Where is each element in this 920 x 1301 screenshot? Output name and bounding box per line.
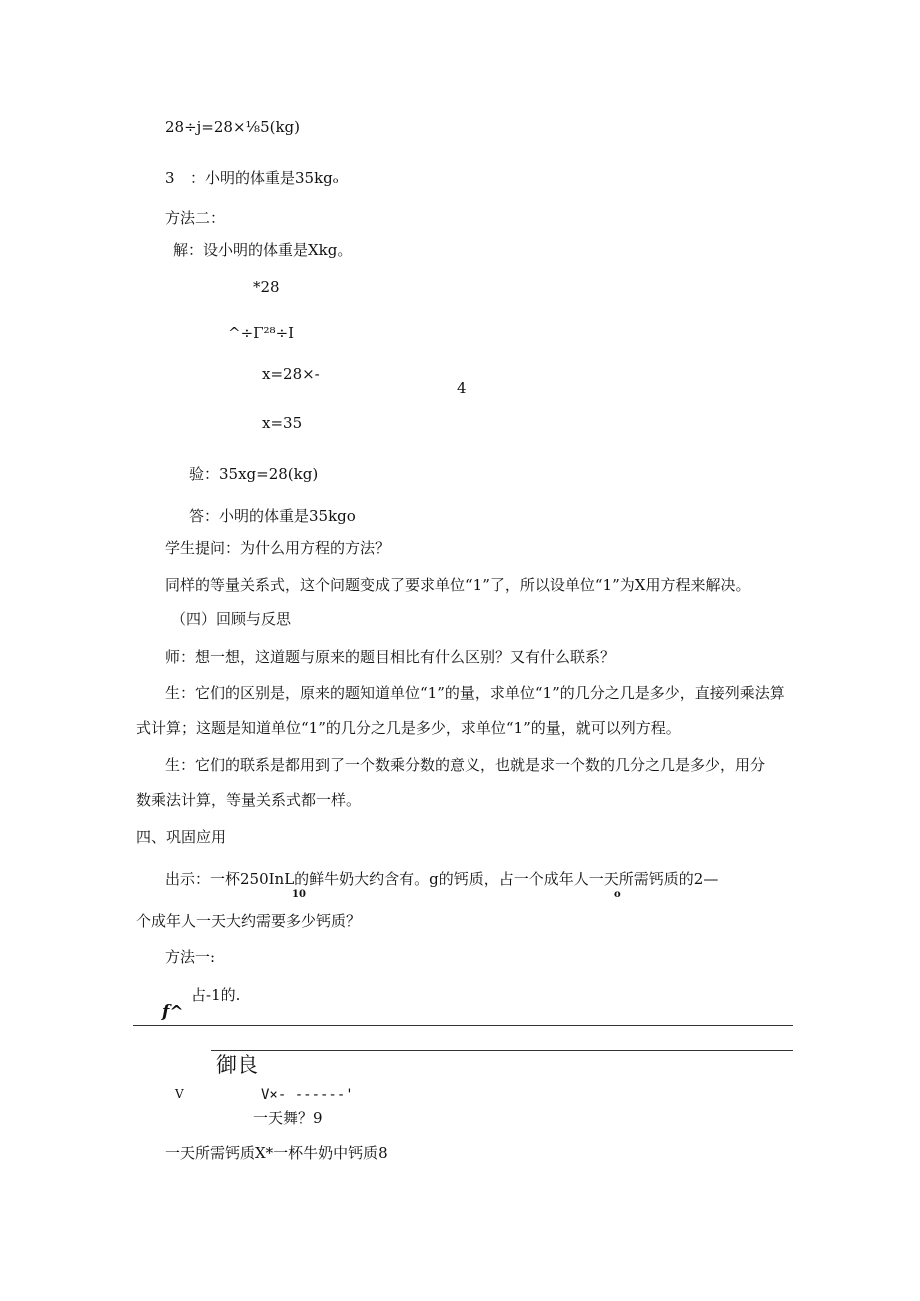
section-practice-heading: 四、巩固应用 [136,828,227,846]
method-two-heading: 方法二： [165,209,226,227]
answer-line: ：小明的体重是35kgₒ [190,169,339,187]
student-answer-difference-2: 式计算；这题是知道单位“1”的几分之几是多少，求单位“1”的量，就可以列方程。 [136,719,681,737]
verification-line: 验：35xg=28(kg) [189,465,319,483]
student-answer-link-1: 生：它们的联系是都用到了一个数乘分数的意义，也就是求一个数的几分之几是多少，用分 [165,756,766,774]
equation-fragment: *28 [253,278,280,296]
fraction-subscript: 10 [292,889,306,900]
diagram-mark: f^ [162,1002,184,1022]
fraction-subscript-two: o [614,889,621,900]
diagram-caption: 一天舞？9 [253,1109,323,1127]
section-review-heading: （四）回顾与反思 [171,610,292,628]
diagram-line-bottom [211,1050,793,1051]
answer-line-two: 答：小明的体重是35kgo [189,507,356,525]
problem-question: 个成年人一天大约需要多少钙质？ [136,912,362,930]
student-answer-link-2: 数乘法计算，等量关系式都一样。 [136,791,362,809]
method-one-heading: 方法一: [165,948,216,966]
diagram-heading: 御良 [216,1053,258,1077]
problem-statement: 出示：一杯250InL的鲜牛奶大约含有。g的钙质，占一个成年人一天所需钙质的2— [165,870,719,888]
diagram-marker: V [175,1087,184,1101]
diagram-label: 占-1的. [191,986,241,1004]
student-answer-difference-1: 生：它们的区别是，原来的题知道单位“1”的量，求单位“1”的几分之几是多少，直接列乘法算 [165,684,785,702]
equation-step: x=28×- [262,365,320,383]
fraction-denominator: 4 [457,379,467,397]
equation-result: x=35 [262,414,303,432]
equal-relation-line: 一天所需钙质X*一杯牛奶中钙质8 [165,1144,388,1162]
diagram-line-top [133,1025,793,1026]
paragraph-equal-relation: 同样的等量关系式，这个问题变成了要求单位“1”了，所以设单位“1”为X用方程来解决。 [165,576,751,594]
answer-number: 3 [165,169,175,187]
diagram-relation: V×- ------' [261,1087,354,1103]
equation-line: ^÷Γ²⁸÷I [228,324,295,342]
student-question: 学生提问：为什么用方程的方法？ [165,539,391,557]
teacher-question: 师：想一想，这道题与原来的题目相比有什么区别？又有什么联系？ [165,648,616,666]
calc-line: 28÷j=28×⅛5(kg) [165,118,301,136]
solution-setup: 解：设小明的体重是Xkg。 [173,241,353,259]
